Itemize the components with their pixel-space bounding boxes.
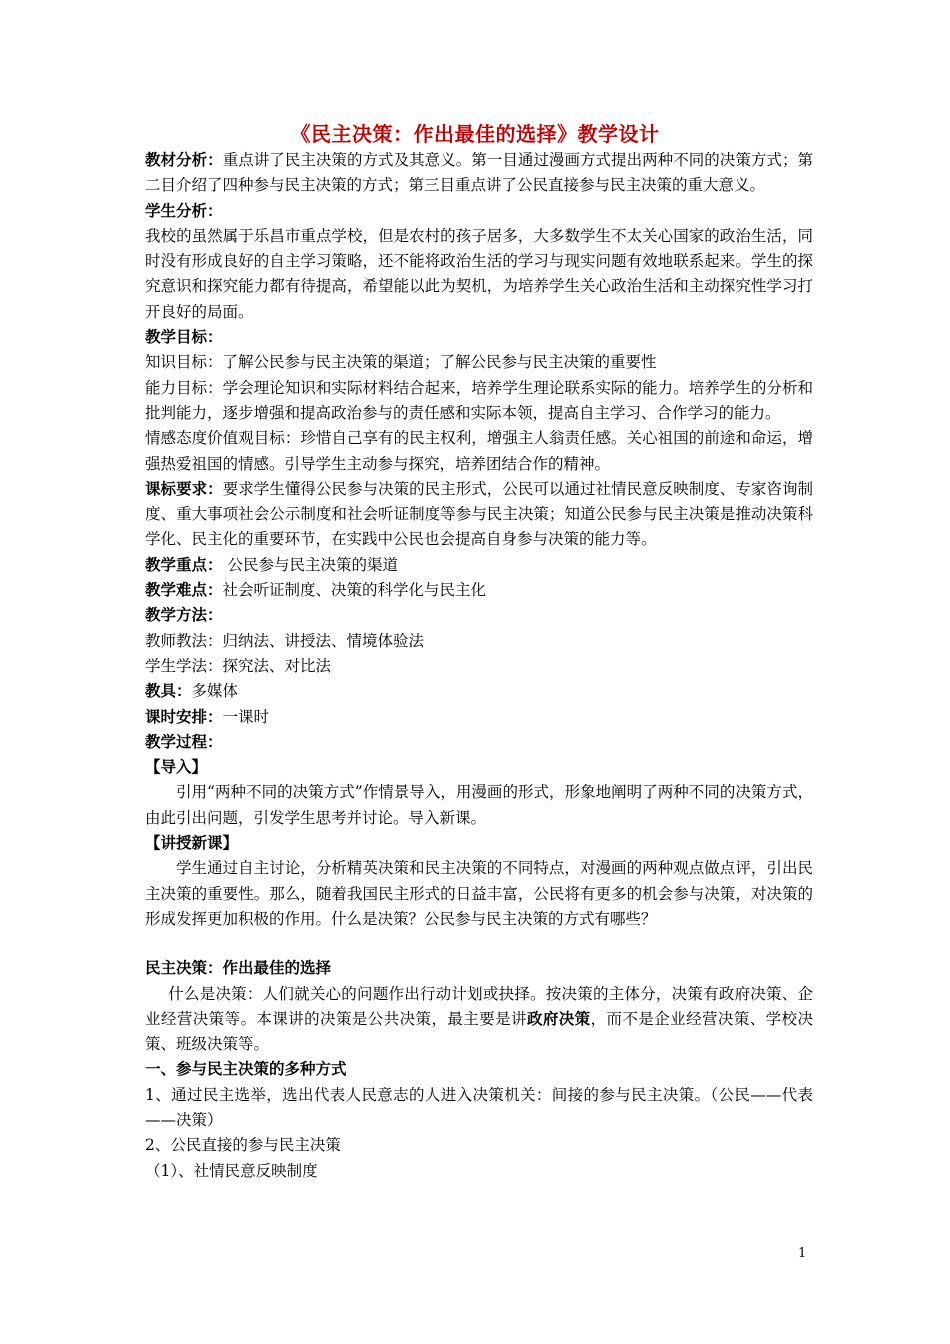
page-number: 1 — [798, 1246, 807, 1261]
key-point — [145, 553, 813, 578]
methods-label: 教学方法： — [145, 606, 223, 625]
difficulty — [145, 578, 813, 603]
key-point-text: 公民参与民主决策的渠道 — [227, 555, 398, 574]
key-point-label: 教学重点： — [145, 555, 223, 574]
curriculum-label: 课标要求： — [145, 479, 223, 498]
textbook-analysis — [145, 148, 813, 199]
knowledge-goal: 知识目标：了解公民参与民主决策的渠道；了解公民参与民主决策的重要性 — [145, 353, 657, 372]
intro-text: 引用“两种不同的决策方式”作情景导入，用漫画的形式，形象地阐明了两种不同的决策方式，由此引出问题，引发学生思考并讨论。导入新课。 — [145, 783, 813, 827]
decision-def-bold: 政府决策 — [526, 1009, 591, 1028]
textbook-analysis-label: 教材分析： — [145, 151, 223, 169]
curriculum-text: 要求学生懂得公民参与决策的民主形式，公民可以通过社情民意反映制度、专家咨询制度、重大事项社会公示制度和社会听证制度等参与民主决策；知道公民参与民主决策是推动决策科学化、民主化的重要环节，在实践中公民也会提高自身参与决策的能力等。 — [145, 479, 813, 549]
section-title: 民主决策：作出最佳的选择 — [145, 959, 332, 978]
decision-definition — [145, 982, 813, 1058]
document-body — [145, 148, 813, 1184]
tools-text: 多媒体 — [191, 682, 239, 701]
item-2-1: （1）、社情民意反映制度 — [145, 1161, 318, 1180]
schedule-text: 一课时 — [222, 707, 270, 726]
student-analysis-label: 学生分析： — [145, 201, 223, 220]
textbook-analysis-text: 重点讲了民主决策的方式及其意义。第一目通过漫画方式提出两种不同的决策方式；第二目介绍了四种参与民主决策的方式；第三目重点讲了公民直接参与民主决策的重大意义。 — [145, 151, 813, 195]
ability-goal: 能力目标：学会理论知识和实际材料结合起来，培养学生理论联系实际的能力。培养学生的分析和批判能力，逐步增强和提高政治参与的责任感和实际本领，提高自主学习、合作学习的能力。 — [145, 378, 813, 422]
teaching-goals-label: 教学目标： — [145, 328, 223, 347]
student-method: 学生学法：探究法、对比法 — [145, 656, 332, 675]
tools — [145, 679, 813, 704]
schedule-label: 课时安排： — [145, 707, 223, 726]
new-lesson-text: 学生通过自主讨论，分析精英决策和民主决策的不同特点，对漫画的两种观点做点评，引出民主决策的重要性。那么，随着我国民主形式的日益丰富，公民将有更多的机会参与决策，对决策的形成发挥更加积极的作用。什么是决策？公民参与民主决策的方式有哪些？ — [145, 859, 813, 928]
item-1: 1、通过民主选举，选出代表人民意志的人进入决策机关：间接的参与民主决策。（公民——代表——决策） — [145, 1085, 813, 1129]
part-one-heading: 一、参与民主决策的多种方式 — [145, 1060, 347, 1079]
decision-def-before: 什么是决策：人们就关心的问题作出行动计划或抉择。按决策的主体分，决策有政府决策、企业经营决策等。本课讲的决策是公共决策，最主要是讲 — [145, 984, 813, 1028]
process-label: 教学过程： — [145, 732, 223, 751]
document-title: 《民主决策：作出最佳的选择》教学设计 — [290, 122, 660, 146]
intro-label: 【导入】 — [145, 758, 208, 777]
student-analysis-text: 我校的虽然属于乐昌市重点学校，但是农村的孩子居多，大多数学生不太关心国家的政治生活，同时没有形成良好的自主学习策略，还不能将政治生活的学习与现实问题有效地联系起来。学生的探究意识和探究能力都有待提高，希望能以此为契机，为培养学生关心政治生活和主动探究性学习打开良好的局面。 — [145, 226, 813, 321]
curriculum-requirement — [145, 477, 813, 553]
spacer — [145, 932, 813, 956]
difficulty-text: 社会听证制度、决策的科学化与民主化 — [222, 581, 487, 600]
new-lesson-label: 【讲授新课】 — [145, 834, 239, 853]
item-2: 2、公民直接的参与民主决策 — [145, 1136, 341, 1155]
decision-def-after: ，而不是企业经营决策、学校决策、班级决策等。 — [145, 1009, 813, 1054]
teacher-method: 教师教法：归纳法、讲授法、情境体验法 — [145, 631, 425, 650]
schedule — [145, 705, 813, 730]
emotion-goal: 情感态度价值观目标：珍惜自己享有的民主权利，增强主人翁责任感。关心祖国的前途和命运，增强热爱祖国的情感。引导学生主动参与探究，培养团结合作的精神。 — [145, 429, 813, 473]
difficulty-label: 教学难点： — [145, 581, 223, 600]
tools-label: 教具： — [145, 682, 192, 701]
